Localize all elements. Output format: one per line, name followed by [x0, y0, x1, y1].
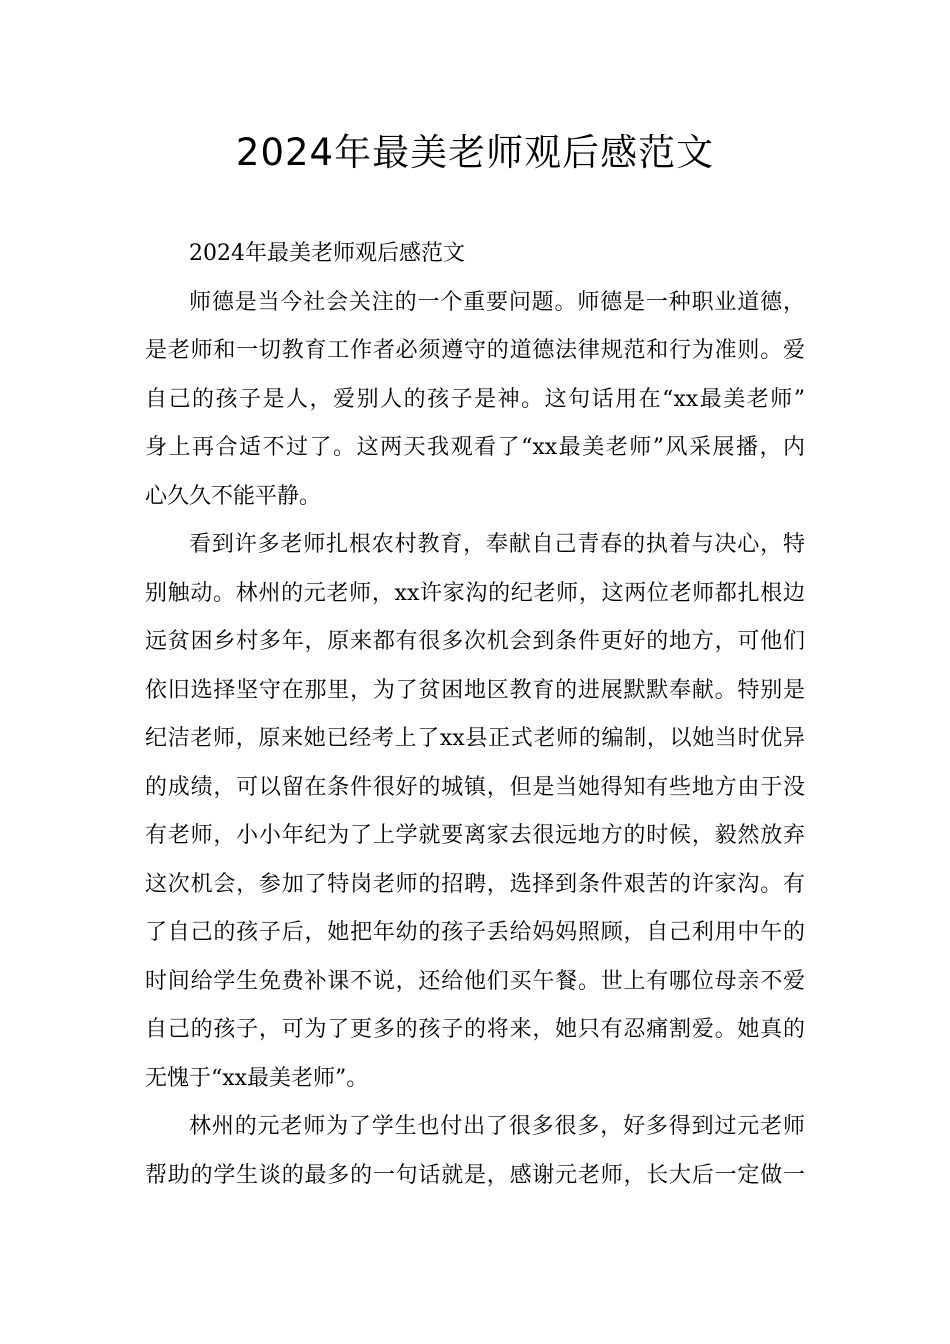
text-line: 看到许多老师扎根农村教育，奉献自己青春的执着与决心，特: [189, 532, 805, 557]
text-line: 这次机会，参加了特岗老师的招聘，选择到条件艰苦的许家沟。有: [145, 871, 805, 897]
text-line: 自己的孩子，可为了更多的孩子的将来，她只有忍痛割爱。她真的: [145, 1017, 805, 1042]
text-line: 心久久不能平静。: [145, 483, 322, 509]
text-line: 纪洁老师，原来她已经考上了xx县正式老师的编制，以她当时优异: [145, 726, 805, 751]
text-line: 林州的元老师为了学生也付出了很多很多，好多得到过元老师: [189, 1114, 805, 1139]
text-line: 师德是当今社会关注的一个重要问题。师德是一种职业道德，: [189, 289, 805, 315]
text-line: 时间给学生免费补课不说，还给他们买午餐。世上有哪位母亲不爱: [145, 968, 805, 994]
text-line: 自己的孩子是人，爱别人的孩子是神。这句话用在“xx最美老师”: [145, 386, 805, 412]
text-line: 了自己的孩子后，她把年幼的孩子丢给妈妈照顾，自己利用中午的: [145, 920, 805, 945]
text-line: 别触动。林州的元老师，xx许家沟的纪老师，这两位老师都扎根边: [145, 580, 805, 606]
text-line: 身上再合适不过了。这两天我观看了“xx最美老师”风采展播，内: [145, 435, 805, 460]
text-line: 远贫困乡村多年，原来都有很多次机会到条件更好的地方，可他们: [145, 629, 805, 654]
text-line: 2024年最美老师观后感范文: [189, 241, 465, 266]
text-line: 的成绩，可以留在条件很好的城镇，但是当她得知有些地方由于没: [145, 774, 805, 800]
text-line: 有老师，小小年纪为了上学就要离家去很远地方的时候，毅然放弃: [145, 823, 805, 848]
text-line: 依旧选择坚守在那里，为了贫困地区教育的进展默默奉献。特别是: [145, 677, 805, 703]
document-body: [145, 230, 805, 1200]
text-line: 无愧于“xx最美老师”。: [145, 1065, 369, 1091]
text-line: 帮助的学生谈的最多的一句话就是，感谢元老师，长大后一定做一: [145, 1162, 805, 1188]
text-line: 是老师和一切教育工作者必须遵守的道德法律规范和行为准则。爱: [145, 338, 805, 363]
document-title: 2024年最美老师观后感范文: [235, 131, 715, 174]
